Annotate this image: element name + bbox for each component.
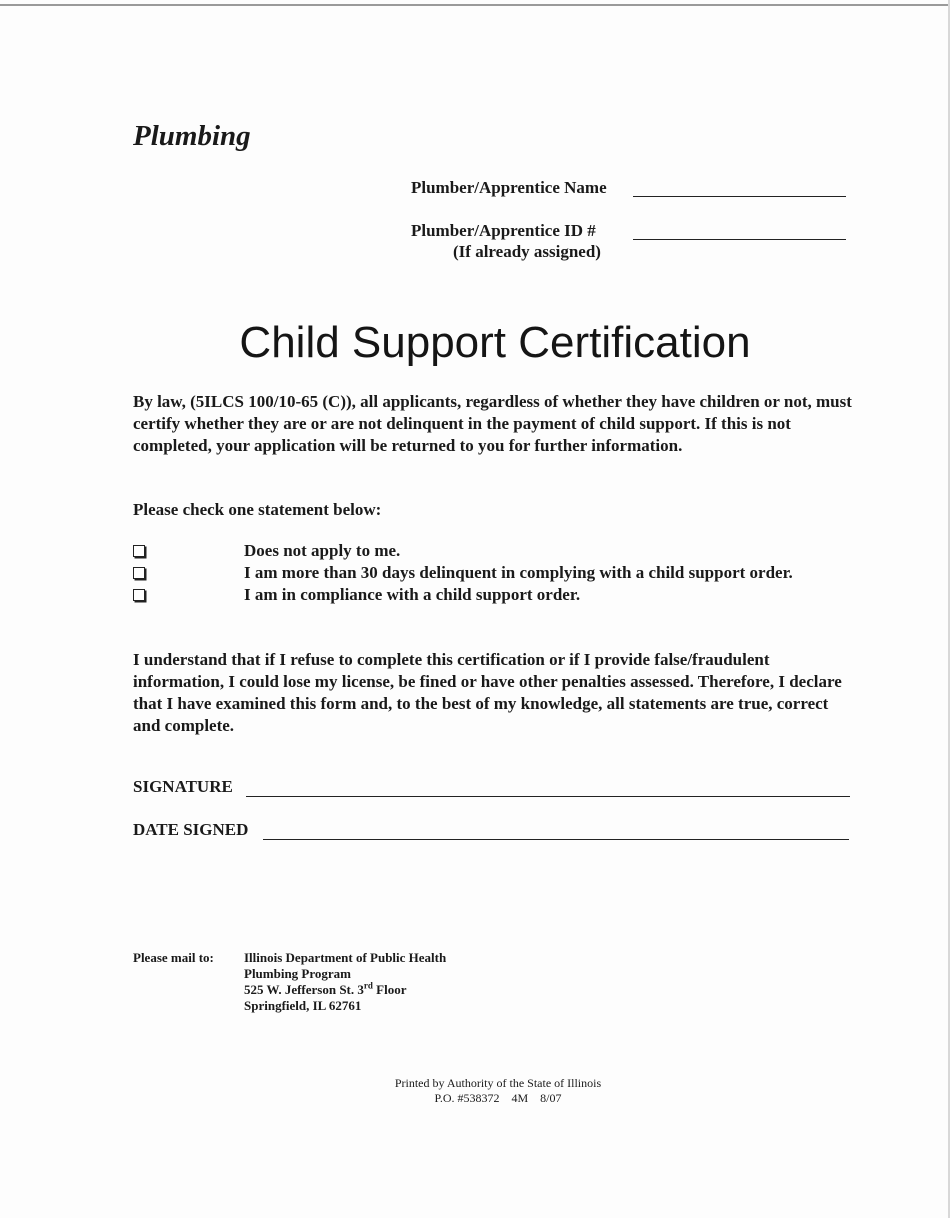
- date-input-line[interactable]: [263, 839, 849, 840]
- id-input-line[interactable]: [633, 239, 846, 240]
- mail-line-3: 525 W. Jefferson St. 3rd Floor: [244, 980, 407, 997]
- signature-label: SIGNATURE: [133, 777, 233, 796]
- scan-top-border: [0, 4, 950, 6]
- id-note: (If already assigned): [453, 242, 601, 261]
- option-label: I am in compliance with a child support order.: [244, 585, 581, 604]
- footer-line-2: P.O. #538372 4M 8/07: [434, 1091, 562, 1105]
- checkbox-does-not-apply[interactable]: [133, 545, 145, 557]
- checkbox-compliance[interactable]: [133, 589, 145, 601]
- date-label: DATE SIGNED: [133, 820, 249, 839]
- name-label: Plumber/Apprentice Name: [411, 178, 607, 197]
- footer-line-1: Printed by Authority of the State of Illinois: [394, 1076, 602, 1090]
- signature-input-line[interactable]: [246, 796, 850, 797]
- option-label: I am more than 30 days delinquent in complying with a child support order.: [244, 563, 793, 582]
- page-title: Child Support Certification: [239, 318, 751, 367]
- mail-label: Please mail to:: [133, 950, 214, 965]
- instruction-text: Please check one statement below:: [133, 500, 382, 519]
- mail-line-2: Plumbing Program: [244, 966, 352, 981]
- mail-line-4: Springfield, IL 62761: [244, 998, 362, 1013]
- footer: [393, 1076, 603, 1106]
- option-label: Does not apply to me.: [244, 541, 401, 560]
- intro-paragraph: By law, (5ILCS 100/10-65 (C)), all applicants, regardless of whether they have children or not, must certify whether they are or are not delinquent in the payment of child support. If this is not completed, your application will be returned to you for further information.: [133, 392, 852, 455]
- section-title: Plumbing: [133, 120, 251, 152]
- checkbox-delinquent[interactable]: [133, 567, 145, 579]
- id-label: Plumber/Apprentice ID #: [411, 221, 596, 240]
- name-input-line[interactable]: [633, 196, 846, 197]
- mail-address: [244, 950, 446, 1014]
- declaration-paragraph: I understand that if I refuse to complete this certification or if I provide false/fraudulent information, I could lose my license, be fined or have other penalties assessed. Therefore, I declare that I have examined this form and, to the best of my knowledge, all statements are true, correct and complete.: [133, 650, 842, 735]
- mail-line-1: Illinois Department of Public Health: [244, 950, 447, 965]
